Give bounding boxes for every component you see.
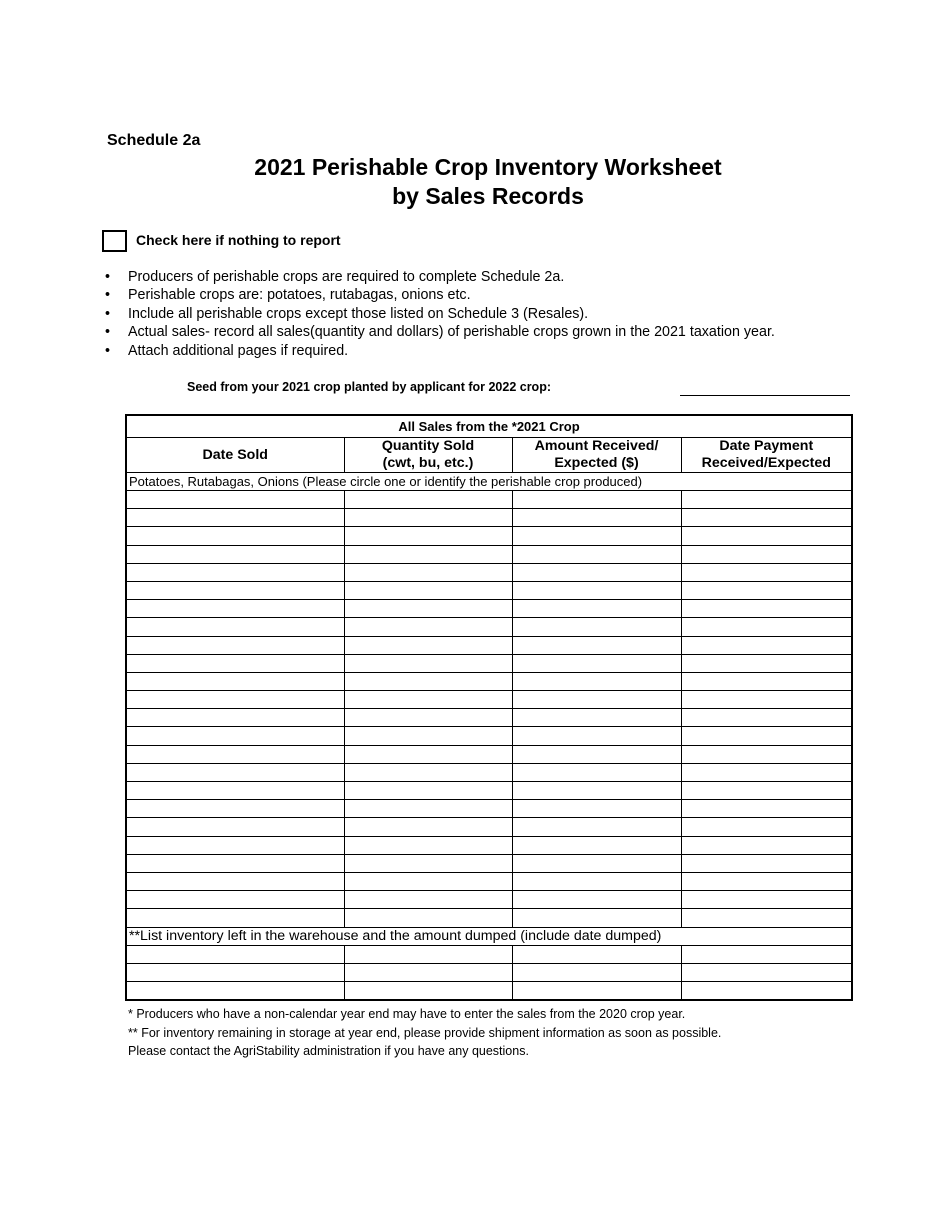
entry-cell[interactable] <box>126 854 344 872</box>
entry-cell[interactable] <box>681 618 852 636</box>
table-row <box>126 491 852 509</box>
bullet-icon: • <box>105 269 111 285</box>
entry-cell[interactable] <box>126 963 344 981</box>
entry-cell[interactable] <box>681 854 852 872</box>
title-line-2: by Sales Records <box>392 183 584 209</box>
entry-cell[interactable] <box>344 545 512 563</box>
entry-cell[interactable] <box>512 836 681 854</box>
entry-cell[interactable] <box>126 727 344 745</box>
table-row <box>126 636 852 654</box>
entry-cell[interactable] <box>126 909 344 927</box>
entry-cell[interactable] <box>126 891 344 909</box>
entry-cell[interactable] <box>681 945 852 963</box>
entry-cell[interactable] <box>126 563 344 581</box>
entry-cell[interactable] <box>126 654 344 672</box>
entry-cell[interactable] <box>126 763 344 781</box>
table-row <box>126 891 852 909</box>
entry-cell[interactable] <box>512 491 681 509</box>
entry-cell[interactable] <box>681 709 852 727</box>
entry-cell[interactable] <box>126 672 344 690</box>
col-header-amount-received: Amount Received/ Expected ($) <box>512 438 681 473</box>
table-row <box>126 672 852 690</box>
entry-cell[interactable] <box>344 618 512 636</box>
page-title <box>0 153 950 211</box>
entry-cell[interactable] <box>512 745 681 763</box>
bullet-icon: • <box>105 324 111 341</box>
entry-cell[interactable] <box>512 891 681 909</box>
entry-cell[interactable] <box>126 745 344 763</box>
sales-table <box>125 414 853 1001</box>
entry-cell[interactable] <box>126 509 344 527</box>
entry-cell[interactable] <box>344 563 512 581</box>
entry-cell[interactable] <box>512 800 681 818</box>
entry-cell[interactable] <box>344 836 512 854</box>
entry-cell[interactable] <box>512 691 681 709</box>
entry-cell[interactable] <box>344 636 512 654</box>
instructions-list <box>105 268 775 360</box>
entry-cell[interactable] <box>681 981 852 1000</box>
entry-cell[interactable] <box>126 945 344 963</box>
seed-input-line[interactable] <box>680 395 850 396</box>
entry-cell[interactable] <box>344 600 512 618</box>
entry-cell[interactable] <box>512 545 681 563</box>
entry-cell[interactable] <box>681 909 852 927</box>
entry-cell[interactable] <box>344 782 512 800</box>
table-row <box>126 600 852 618</box>
entry-cell[interactable] <box>344 891 512 909</box>
table-row <box>126 527 852 545</box>
schedule-label: Schedule 2a <box>107 132 201 149</box>
nothing-to-report-checkbox[interactable] <box>102 230 127 252</box>
footnote: * Producers who have a non-calendar year end may have to enter the sales from the 2020 crop year. <box>128 1007 686 1021</box>
entry-cell[interactable] <box>126 636 344 654</box>
entry-cell[interactable] <box>126 545 344 563</box>
entry-cell[interactable] <box>681 654 852 672</box>
table-row <box>126 691 852 709</box>
entry-cell[interactable] <box>681 509 852 527</box>
entry-cell[interactable] <box>681 563 852 581</box>
entry-cell[interactable] <box>681 672 852 690</box>
entry-cell[interactable] <box>512 763 681 781</box>
entry-cell[interactable] <box>681 800 852 818</box>
bullet-icon: • <box>105 342 111 359</box>
entry-cell[interactable] <box>126 600 344 618</box>
entry-cell[interactable] <box>512 654 681 672</box>
instruction-item: • Perishable crops are: potatoes, rutabagas, onions etc. <box>105 287 471 304</box>
entry-cell[interactable] <box>512 600 681 618</box>
entry-cell[interactable] <box>512 672 681 690</box>
entry-cell[interactable] <box>126 800 344 818</box>
entry-cell[interactable] <box>512 782 681 800</box>
entry-cell[interactable] <box>344 509 512 527</box>
entry-cell[interactable] <box>344 691 512 709</box>
entry-cell[interactable] <box>344 727 512 745</box>
entry-cell[interactable] <box>681 836 852 854</box>
table-row <box>126 763 852 781</box>
entry-cell[interactable] <box>344 963 512 981</box>
entry-cell[interactable] <box>126 527 344 545</box>
entry-cell[interactable] <box>681 527 852 545</box>
table-row <box>126 509 852 527</box>
entry-cell[interactable] <box>126 782 344 800</box>
entry-cell[interactable] <box>344 872 512 890</box>
entry-cell[interactable] <box>681 691 852 709</box>
entry-cell[interactable] <box>681 891 852 909</box>
col-header-date-payment: Date Payment Received/Expected <box>681 438 852 473</box>
table-group-header <box>126 415 852 438</box>
entry-cell[interactable] <box>512 563 681 581</box>
crop-identification-row <box>126 473 852 491</box>
entry-cell[interactable] <box>126 981 344 1000</box>
entry-cell[interactable] <box>512 618 681 636</box>
entry-cell[interactable] <box>681 636 852 654</box>
entry-cell[interactable] <box>681 745 852 763</box>
footnotes <box>128 1005 721 1061</box>
entry-cell[interactable] <box>344 854 512 872</box>
entry-cell[interactable] <box>344 800 512 818</box>
entry-cell[interactable] <box>681 963 852 981</box>
entry-cell[interactable] <box>126 581 344 599</box>
title-line-1: 2021 Perishable Crop Inventory Worksheet <box>254 154 722 180</box>
entry-cell[interactable] <box>681 491 852 509</box>
entry-cell[interactable] <box>512 818 681 836</box>
entry-cell[interactable] <box>126 491 344 509</box>
entry-cell[interactable] <box>512 909 681 927</box>
entry-cell[interactable] <box>126 691 344 709</box>
entry-cell[interactable] <box>512 581 681 599</box>
entry-cell[interactable] <box>681 600 852 618</box>
entry-cell[interactable] <box>512 509 681 527</box>
entry-cell[interactable] <box>126 836 344 854</box>
table-column-header <box>126 438 852 473</box>
entry-cell[interactable] <box>681 818 852 836</box>
group-header-cell: All Sales from the *2021 Crop <box>126 415 852 438</box>
table-row <box>126 981 852 1000</box>
footnote: ** For inventory remaining in storage at year end, please provide shipment information as soon as possible. <box>128 1025 722 1040</box>
entry-cell[interactable] <box>126 872 344 890</box>
entry-cell[interactable] <box>344 763 512 781</box>
table-row <box>126 782 852 800</box>
table-row <box>126 545 852 563</box>
instruction-item: • Producers of perishable crops are required to complete Schedule 2a. <box>105 269 565 285</box>
entry-cell[interactable] <box>344 981 512 1000</box>
entry-cell[interactable] <box>126 618 344 636</box>
entry-cell[interactable] <box>512 963 681 981</box>
table-row <box>126 654 852 672</box>
col-header-quantity-sold: Quantity Sold (cwt, bu, etc.) <box>344 438 512 473</box>
entry-cell[interactable] <box>512 709 681 727</box>
entry-cell[interactable] <box>681 782 852 800</box>
crop-identification-cell: Potatoes, Rutabagas, Onions (Please circle one or identify the perishable crop produced) <box>126 473 852 491</box>
bullet-icon: • <box>105 287 111 304</box>
entry-cell[interactable] <box>512 727 681 745</box>
entry-cell[interactable] <box>681 581 852 599</box>
entry-cell[interactable] <box>512 872 681 890</box>
bullet-icon: • <box>105 305 111 322</box>
table-row <box>126 581 852 599</box>
table-row <box>126 727 852 745</box>
footnote: Please contact the AgriStability administration if you have any questions. <box>128 1044 529 1058</box>
entry-cell[interactable] <box>344 909 512 927</box>
entry-cell[interactable] <box>681 545 852 563</box>
entry-cell[interactable] <box>344 818 512 836</box>
table-row <box>126 618 852 636</box>
entry-cell[interactable] <box>681 763 852 781</box>
entry-cell[interactable] <box>681 872 852 890</box>
entry-cell[interactable] <box>126 818 344 836</box>
table-row <box>126 818 852 836</box>
entry-cell[interactable] <box>344 709 512 727</box>
entry-cell[interactable] <box>344 581 512 599</box>
entry-cell[interactable] <box>344 527 512 545</box>
table-row <box>126 563 852 581</box>
table-row <box>126 945 852 963</box>
entry-cell[interactable] <box>512 981 681 1000</box>
entry-cell[interactable] <box>681 727 852 745</box>
entry-cell[interactable] <box>344 945 512 963</box>
entry-cell[interactable] <box>512 636 681 654</box>
table-row <box>126 854 852 872</box>
table-row <box>126 872 852 890</box>
table-row <box>126 963 852 981</box>
entry-cell[interactable] <box>344 672 512 690</box>
entry-cell[interactable] <box>344 491 512 509</box>
table-row <box>126 909 852 927</box>
table-row <box>126 800 852 818</box>
instruction-item: • Attach additional pages if required. <box>105 342 349 359</box>
inventory-cell: **List inventory left in the warehouse and the amount dumped (include date dumped) <box>126 927 852 945</box>
entry-cell[interactable] <box>512 854 681 872</box>
col-header-date-sold: Date Sold <box>126 438 344 473</box>
instruction-item: • Actual sales- record all sales(quantity and dollars) of perishable crops grown in the 2021 taxation year. <box>105 324 775 341</box>
entry-cell[interactable] <box>512 527 681 545</box>
entry-cell[interactable] <box>344 745 512 763</box>
entry-cell[interactable] <box>126 709 344 727</box>
entry-cell[interactable] <box>344 654 512 672</box>
seed-label: Seed from your 2021 crop planted by applicant for 2022 crop: <box>187 380 551 394</box>
nothing-to-report-label: Check here if nothing to report <box>136 232 341 248</box>
entry-cell[interactable] <box>512 945 681 963</box>
inventory-row <box>126 927 852 945</box>
instruction-item: • Include all perishable crops except those listed on Schedule 3 (Resales). <box>105 305 589 322</box>
table-row <box>126 745 852 763</box>
table-row <box>126 709 852 727</box>
table-row <box>126 836 852 854</box>
